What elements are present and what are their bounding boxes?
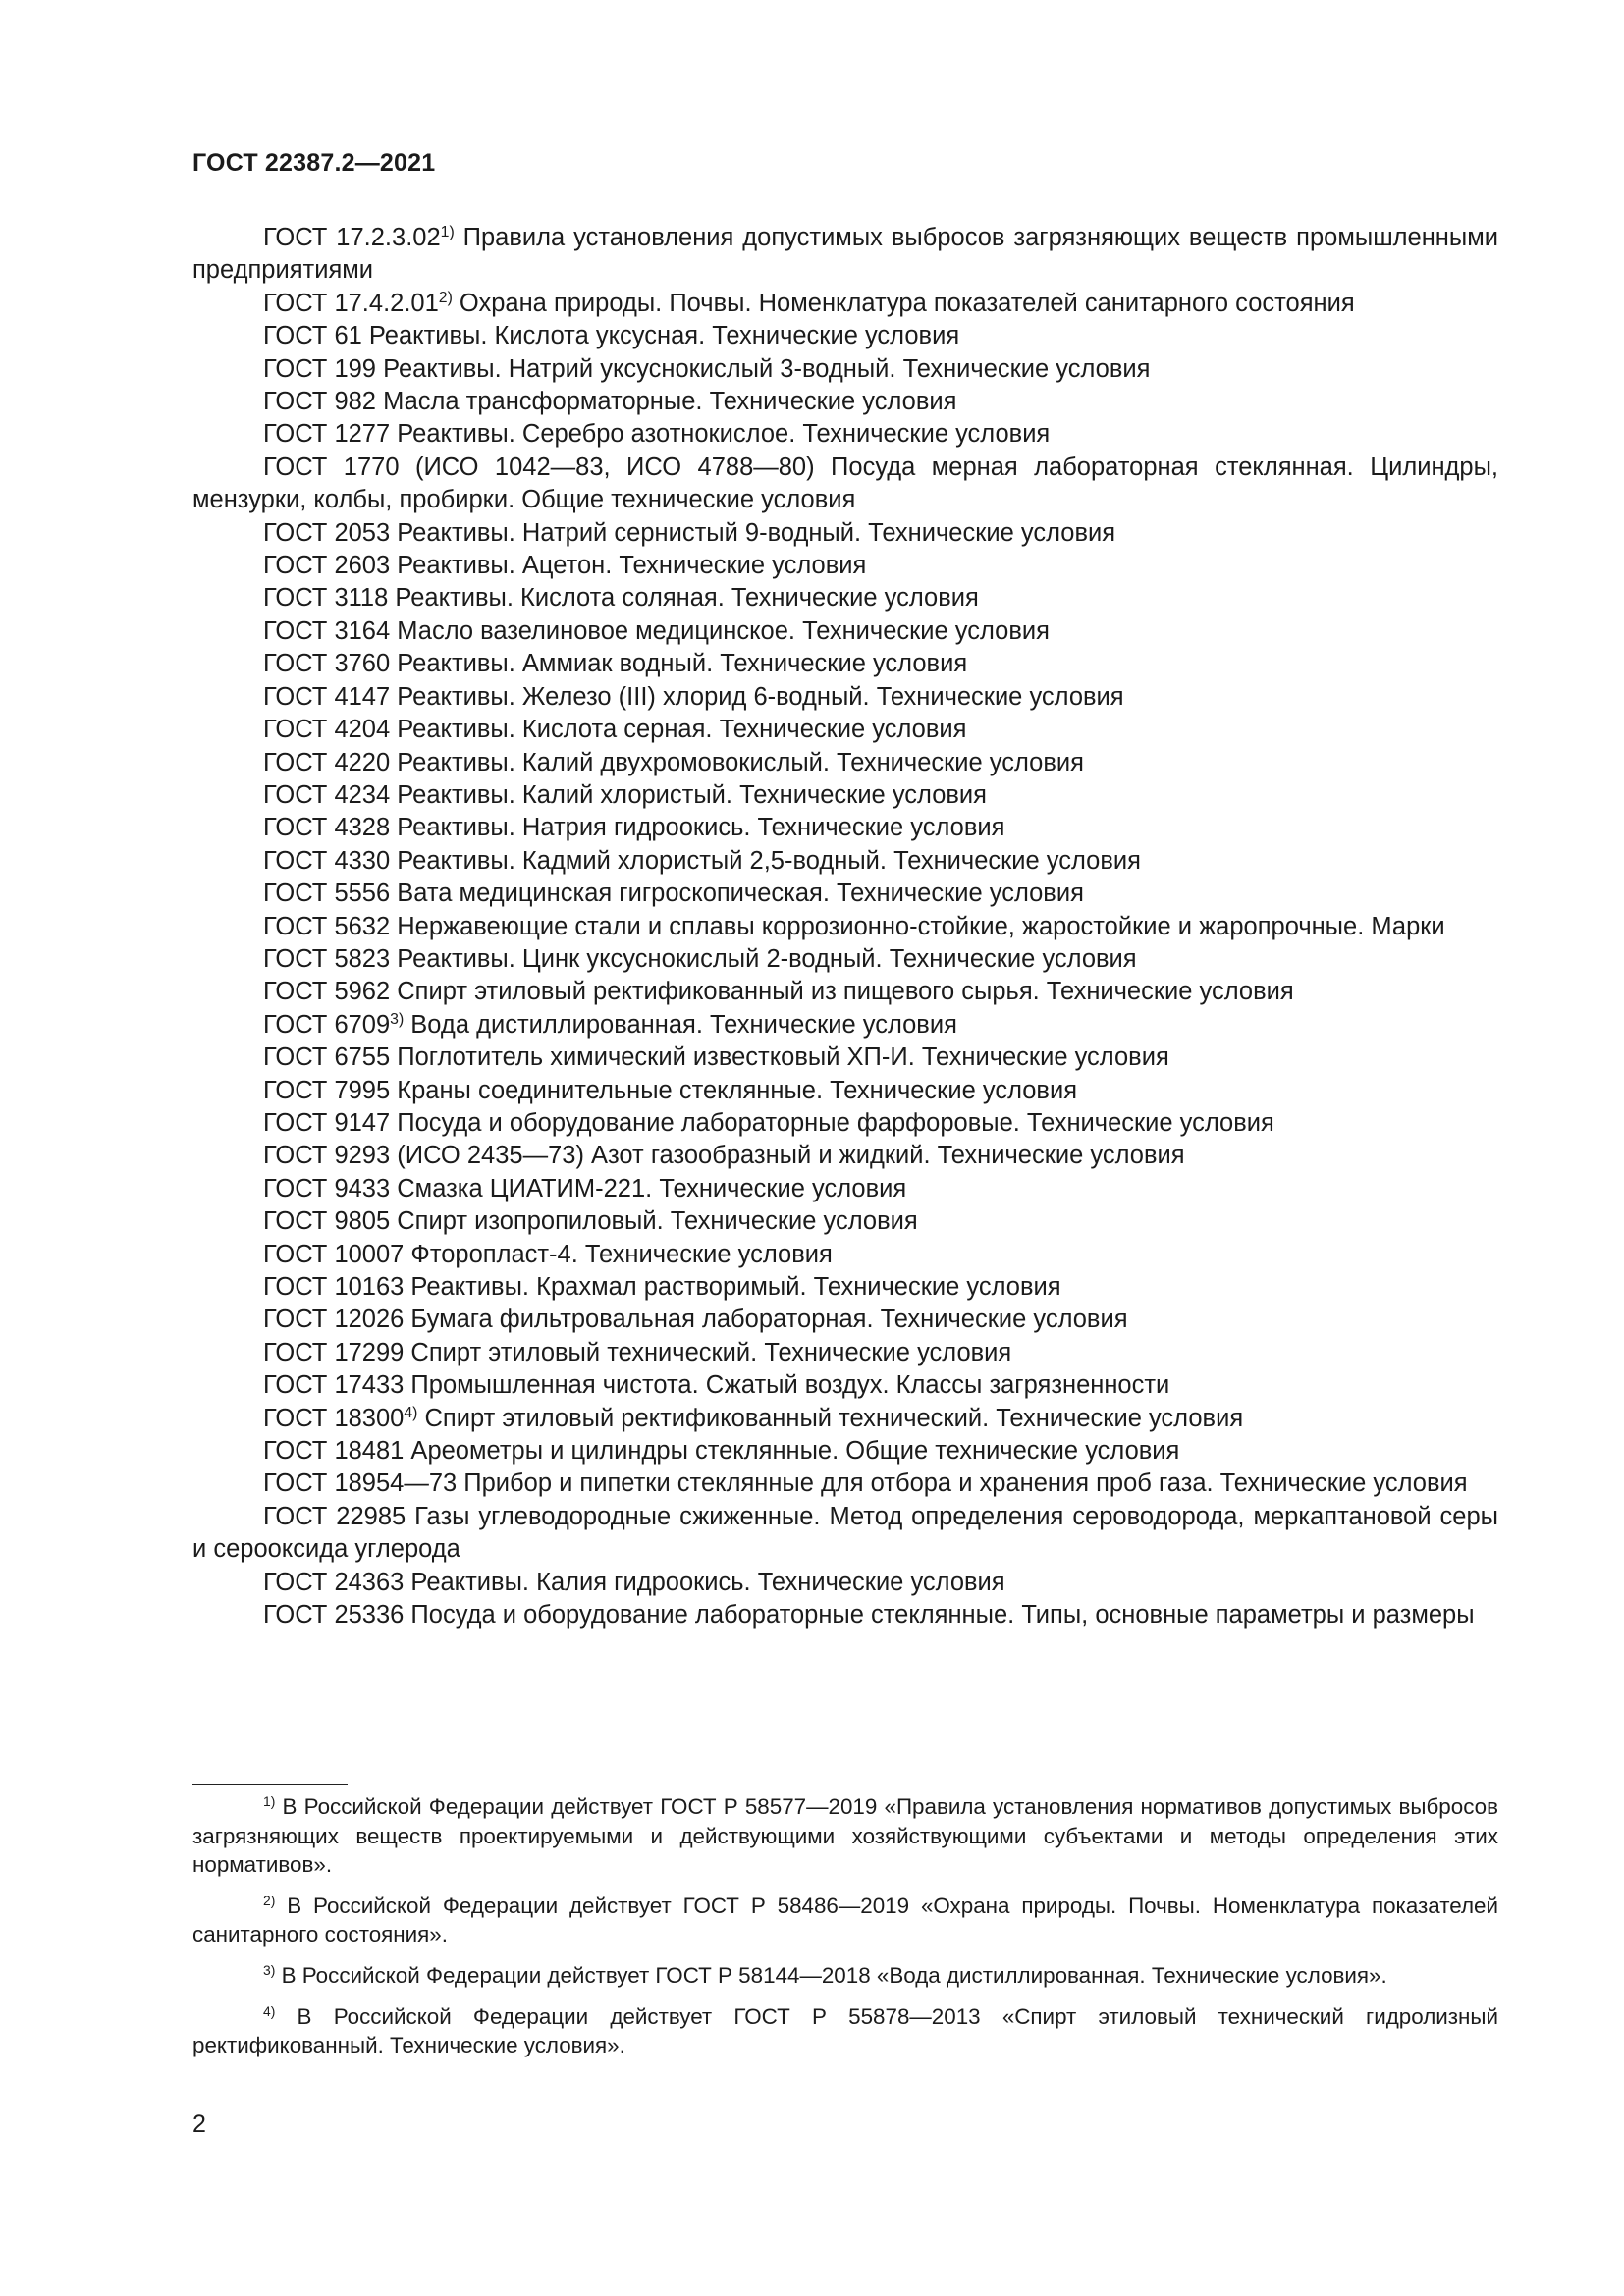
footnote [192,2002,1498,2060]
reference-text: ГОСТ 5823 Реактивы. Цинк уксуснокислый 2-водный. Технические условия [263,944,1137,973]
reference-text: ГОСТ 61 Реактивы. Кислота уксусная. Технические условия [263,322,960,350]
reference-entry [192,288,1498,320]
reference-entry [192,1403,1498,1435]
reference-text: ГОСТ 10163 Реактивы. Крахмал растворимый. Технические условия [263,1273,1061,1301]
reference-entry [192,418,1498,451]
reference-text: ГОСТ 5962 Спирт этиловый ректификованный из пищевого сырья. Технические условия [263,978,1294,1006]
reference-entry [192,845,1498,878]
reference-text: ГОСТ 17299 Спирт этиловый технический. Технические условия [263,1338,1012,1366]
reference-text: ГОСТ 17.4.2.01 [263,289,439,317]
footnote-number: 4) [263,2002,276,2019]
reference-text: ГОСТ 22985 Газы углеводородные сжиженные. Метод определения сероводорода, меркаптановой серы и серооксида углерода [192,1502,1498,1564]
footnote-separator [192,1784,348,1785]
reference-entry [192,976,1498,1008]
reference-text: ГОСТ 3760 Реактивы. Аммиак водный. Технические условия [263,650,968,678]
reference-text: ГОСТ 18300 [263,1404,405,1432]
reference-text: ГОСТ 24363 Реактивы. Калия гидроокись. Технические условия [263,1568,1005,1596]
reference-text: ГОСТ 199 Реактивы. Натрий уксуснокислый 3-водный. Технические условия [263,354,1151,383]
reference-text: ГОСТ 2603 Реактивы. Ацетон. Технические условия [263,552,867,580]
reference-entry [192,1369,1498,1402]
footnote-marker: 4) [404,1404,418,1421]
reference-entry [192,222,1498,288]
reference-entry [192,911,1498,943]
reference-text: ГОСТ 18954—73 Прибор и пипетки стеклянные для отбора и хранения проб газа. Технические условия [263,1469,1468,1498]
reference-entry [192,550,1498,582]
reference-text: ГОСТ 12026 Бумага фильтровальная лабораторная. Технические условия [263,1306,1128,1334]
reference-text: ГОСТ 3164 Масло вазелиновое медицинское. Технические условия [263,616,1050,645]
reference-entry [192,386,1498,418]
reference-text: ГОСТ 9433 Смазка ЦИАТИМ-221. Технические условия [263,1174,907,1202]
reference-text: ГОСТ 4330 Реактивы. Кадмий хлористый 2,5-водный. Технические условия [263,846,1141,875]
reference-entry [192,1304,1498,1336]
reference-entry [192,452,1498,517]
reference-text-tail: Правила установления допустимых выбросов загрязняющих веществ промышленными предприятиями [192,224,1498,285]
reference-text: ГОСТ 1277 Реактивы. Серебро азотнокислое. Технические условия [263,420,1051,449]
reference-entry [192,1239,1498,1271]
reference-text: ГОСТ 4147 Реактивы. Железо (III) хлорид 6-водный. Технические условия [263,682,1124,711]
reference-text: ГОСТ 1770 (ИСО 1042—83, ИСО 4788—80) Посуда мерная лабораторная стеклянная. Цилиндры, мензурки, колбы, пробирки. Общие технические условия [192,453,1498,514]
reference-text: ГОСТ 9805 Спирт изопропиловый. Технические условия [263,1207,918,1236]
reference-entry [192,1075,1498,1107]
footnote-text: В Российской Федерации действует ГОСТ Р 58577—2019 «Правила установления нормативов допустимых выбросов загрязняющих веществ проектируемыми и действующими хозяйствующими субъектами и методы определения этих нормативов». [192,1794,1498,1878]
reference-entry [192,714,1498,746]
footnote [192,1961,1498,1991]
reference-text: ГОСТ 3118 Реактивы. Кислота соляная. Технические условия [263,584,979,613]
reference-entry [192,1435,1498,1468]
reference-entry [192,1501,1498,1567]
reference-entry [192,1468,1498,1500]
footnote-marker: 1) [440,224,455,241]
footnote-marker: 2) [438,290,453,307]
reference-text: ГОСТ 5632 Нержавеющие стали и сплавы коррозионно-стойкие, жаростойкие и жаропрочные. Марки [263,912,1445,940]
reference-entry [192,1337,1498,1369]
reference-entry [192,353,1498,386]
reference-text: ГОСТ 4328 Реактивы. Натрия гидроокись. Технические условия [263,814,1005,842]
reference-entry [192,1107,1498,1140]
reference-text: ГОСТ 10007 Фторопласт-4. Технические условия [263,1240,833,1268]
reference-entry [192,648,1498,680]
footnote-text: В Российской Федерации действует ГОСТ Р 58144—2018 «Вода дистиллированная. Технические условия». [275,1962,1387,1988]
reference-text: ГОСТ 9293 (ИСО 2435—73) Азот газообразный и жидкий. Технические условия [263,1142,1185,1170]
reference-text: ГОСТ 17433 Промышленная чистота. Сжатый воздух. Классы загрязненности [263,1371,1170,1400]
reference-entry [192,943,1498,976]
reference-entry [192,812,1498,844]
reference-text: ГОСТ 6755 Поглотитель химический известковый ХП-И. Технические условия [263,1043,1169,1072]
reference-text: ГОСТ 18481 Ареометры и цилиндры стеклянные. Общие технические условия [263,1437,1180,1466]
footnote [192,1792,1498,1880]
reference-entry [192,1009,1498,1041]
reference-entry [192,1205,1498,1238]
reference-entry [192,878,1498,910]
reference-entry [192,1041,1498,1074]
footnote-marker: 3) [390,1011,405,1029]
reference-text: ГОСТ 982 Масла трансформаторные. Технические условия [263,388,957,416]
reference-text: ГОСТ 5556 Вата медицинская гигроскопическая. Технические условия [263,880,1084,908]
normative-references-list [192,222,1498,1631]
reference-entry [192,320,1498,352]
footnotes [192,1792,1498,2072]
reference-text-tail: Вода дистиллированная. Технические условия [404,1010,957,1039]
reference-text-tail: Охрана природы. Почвы. Номенклатура показателей санитарного состояния [452,289,1355,317]
reference-entry [192,1173,1498,1205]
footnote-number: 1) [263,1793,276,1810]
document-header: ГОСТ 22387.2—2021 [192,149,436,177]
footnote-text: В Российской Федерации действует ГОСТ Р 55878—2013 «Спирт этиловый технический гидролизный ректификованный. Технические условия». [192,2003,1498,2058]
reference-text: ГОСТ 25336 Посуда и оборудование лабораторные стеклянные. Типы, основные параметры и размеры [263,1601,1475,1629]
reference-text: ГОСТ 4204 Реактивы. Кислота серная. Технические условия [263,716,967,744]
reference-text: ГОСТ 4220 Реактивы. Калий двухромовокислый. Технические условия [263,748,1084,776]
reference-text: ГОСТ 2053 Реактивы. Натрий сернистый 9-водный. Технические условия [263,518,1116,547]
footnote-number: 3) [263,1962,276,1979]
page-number: 2 [192,2110,206,2138]
footnote-text: В Российской Федерации действует ГОСТ Р 58486—2019 «Охрана природы. Почвы. Номенклатура показателей санитарного состояния». [192,1893,1498,1948]
reference-text: ГОСТ 4234 Реактивы. Калий хлористый. Технические условия [263,780,987,809]
reference-text: ГОСТ 17.2.3.02 [263,224,441,251]
footnote [192,1892,1498,1949]
reference-entry [192,615,1498,648]
reference-entry [192,1271,1498,1304]
reference-entry [192,517,1498,550]
footnote-number: 2) [263,1893,276,1909]
reference-text: ГОСТ 9147 Посуда и оборудование лабораторные фарфоровые. Технические условия [263,1108,1274,1137]
reference-entry [192,1140,1498,1172]
reference-text: ГОСТ 6709 [263,1010,391,1039]
reference-entry [192,779,1498,812]
reference-entry [192,747,1498,779]
reference-entry [192,1567,1498,1599]
reference-text: ГОСТ 7995 Краны соединительные стеклянные. Технические условия [263,1076,1078,1104]
reference-entry [192,1599,1498,1631]
reference-text-tail: Спирт этиловый ректификованный технический. Технические условия [417,1404,1244,1432]
reference-entry [192,582,1498,614]
reference-entry [192,681,1498,714]
